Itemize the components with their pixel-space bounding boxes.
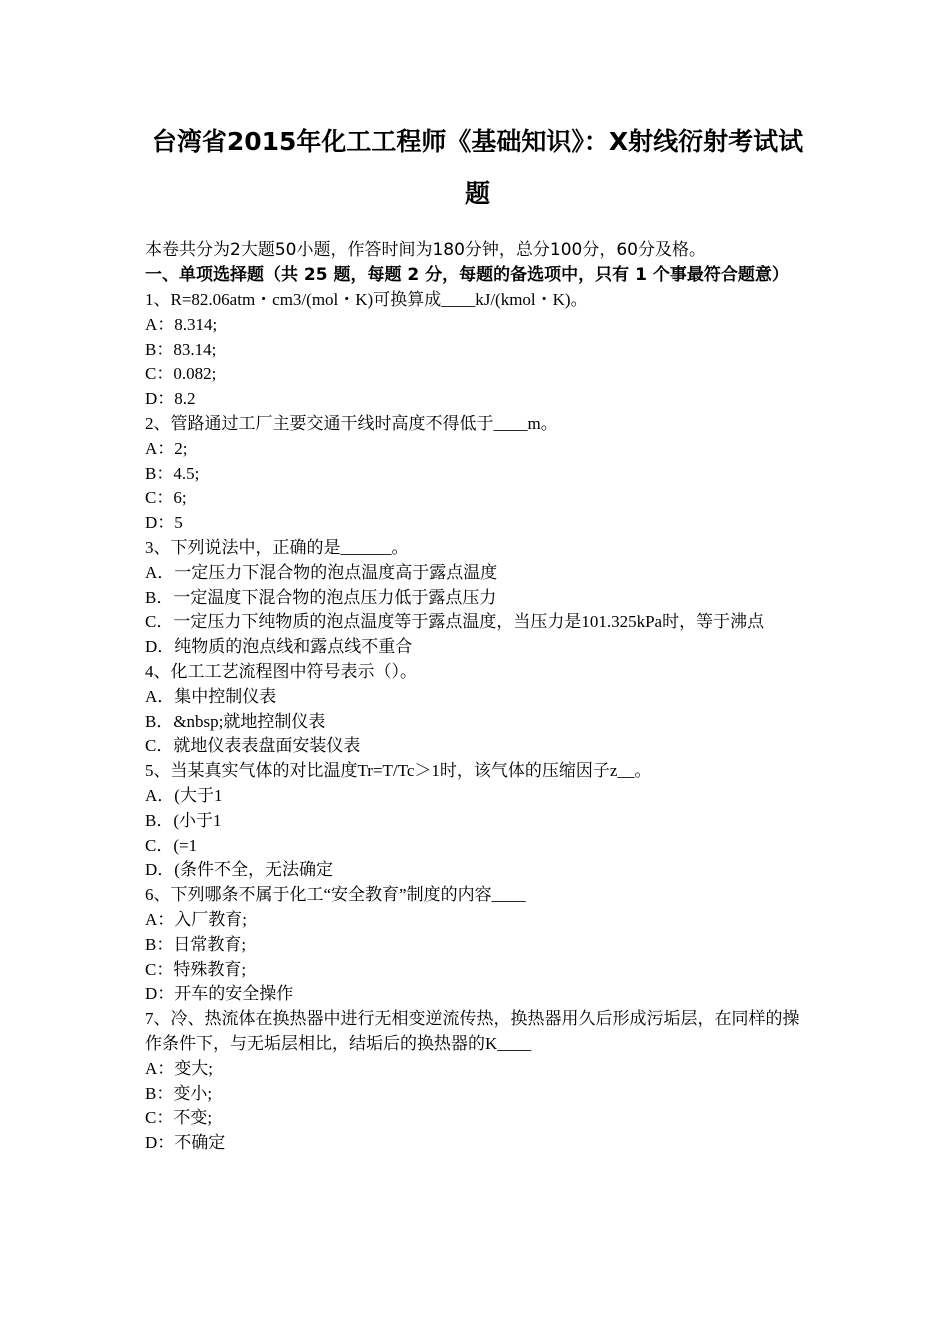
answer-option: D．(条件不全，无法确定: [145, 860, 333, 880]
question-2: [145, 412, 810, 536]
answer-option: B．(小于1: [145, 810, 222, 830]
answer-option: B．&nbsp;就地控制仪表: [145, 711, 326, 731]
question-6: [145, 883, 810, 1007]
section-heading: 一、单项选择题（共 25 题，每题 2 分，每题的备选项中，只有 1 个事最符合题意）: [145, 265, 789, 285]
question-stem: 3、下列说法中，正确的是______。: [145, 537, 409, 557]
answer-option: D：5: [145, 513, 183, 533]
answer-option: A．集中控制仪表: [145, 686, 277, 706]
answer-option: C：特殊教育;: [145, 959, 247, 979]
question-5: [145, 759, 810, 883]
question-stem: 2、管路通过工厂主要交通干线时高度不得低于____m。: [145, 413, 558, 433]
answer-option: C：0.082;: [145, 364, 217, 384]
document-title: 台湾省2015年化工工程师《基础知识》：X射线衍射考试试题: [151, 127, 804, 208]
document-page: [145, 0, 810, 1344]
answer-option: D：开车的安全操作: [145, 984, 294, 1004]
answer-option: A．一定压力下混合物的泡点温度高于露点温度: [145, 562, 498, 582]
answer-option: C：不变;: [145, 1108, 213, 1128]
answer-option: C：6;: [145, 488, 187, 508]
exam-intro: 本卷共分为2大题50小题，作答时间为180分钟，总分100分，60分及格。: [145, 240, 706, 260]
answer-option: B：4.5;: [145, 463, 200, 483]
answer-option: B：变小;: [145, 1083, 213, 1103]
question-7: [145, 1007, 810, 1156]
answer-option: D．纯物质的泡点线和露点线不重合: [145, 637, 413, 657]
answer-option: B：日常教育;: [145, 934, 247, 954]
answer-option: A：2;: [145, 438, 188, 458]
question-stem: 1、R=82.06atm・cm3/(mol・K)可换算成____kJ/(kmol・K)。: [145, 290, 588, 309]
question-stem: 7、冷、热流体在换热器中进行无相变逆流传热，换热器用久后形成污垢层，在同样的操作条件下，与无垢层相比，结垢后的换热器的K____: [145, 1009, 800, 1053]
question-4: [145, 660, 810, 759]
answer-option: A：入厂教育;: [145, 909, 247, 929]
question-stem: 6、下列哪条不属于化工“安全教育”制度的内容____: [145, 885, 526, 905]
question-stem: 4、化工工艺流程图中符号表示（）。: [145, 661, 417, 681]
question-list: [145, 288, 810, 1156]
answer-option: B．一定温度下混合物的泡点压力低于露点压力: [145, 587, 497, 607]
answer-option: C．就地仪表表盘面安装仪表: [145, 736, 361, 756]
question-stem: 5、当某真实气体的对比温度Tr=T/Tc＞1时，该气体的压缩因子z__。: [145, 761, 652, 781]
answer-option: A：8.314;: [145, 314, 218, 334]
answer-option: D：8.2: [145, 389, 196, 409]
answer-option: A：变大;: [145, 1058, 213, 1078]
answer-option: C．(=1: [145, 835, 198, 855]
question-1: [145, 288, 810, 412]
answer-option: C．一定压力下纯物质的泡点温度等于露点温度，当压力是101.325kPa时，等于沸点: [145, 612, 765, 632]
answer-option: B：83.14;: [145, 339, 217, 359]
question-3: [145, 536, 810, 660]
answer-option: D：不确定: [145, 1133, 226, 1153]
answer-option: A．(大于1: [145, 785, 223, 805]
